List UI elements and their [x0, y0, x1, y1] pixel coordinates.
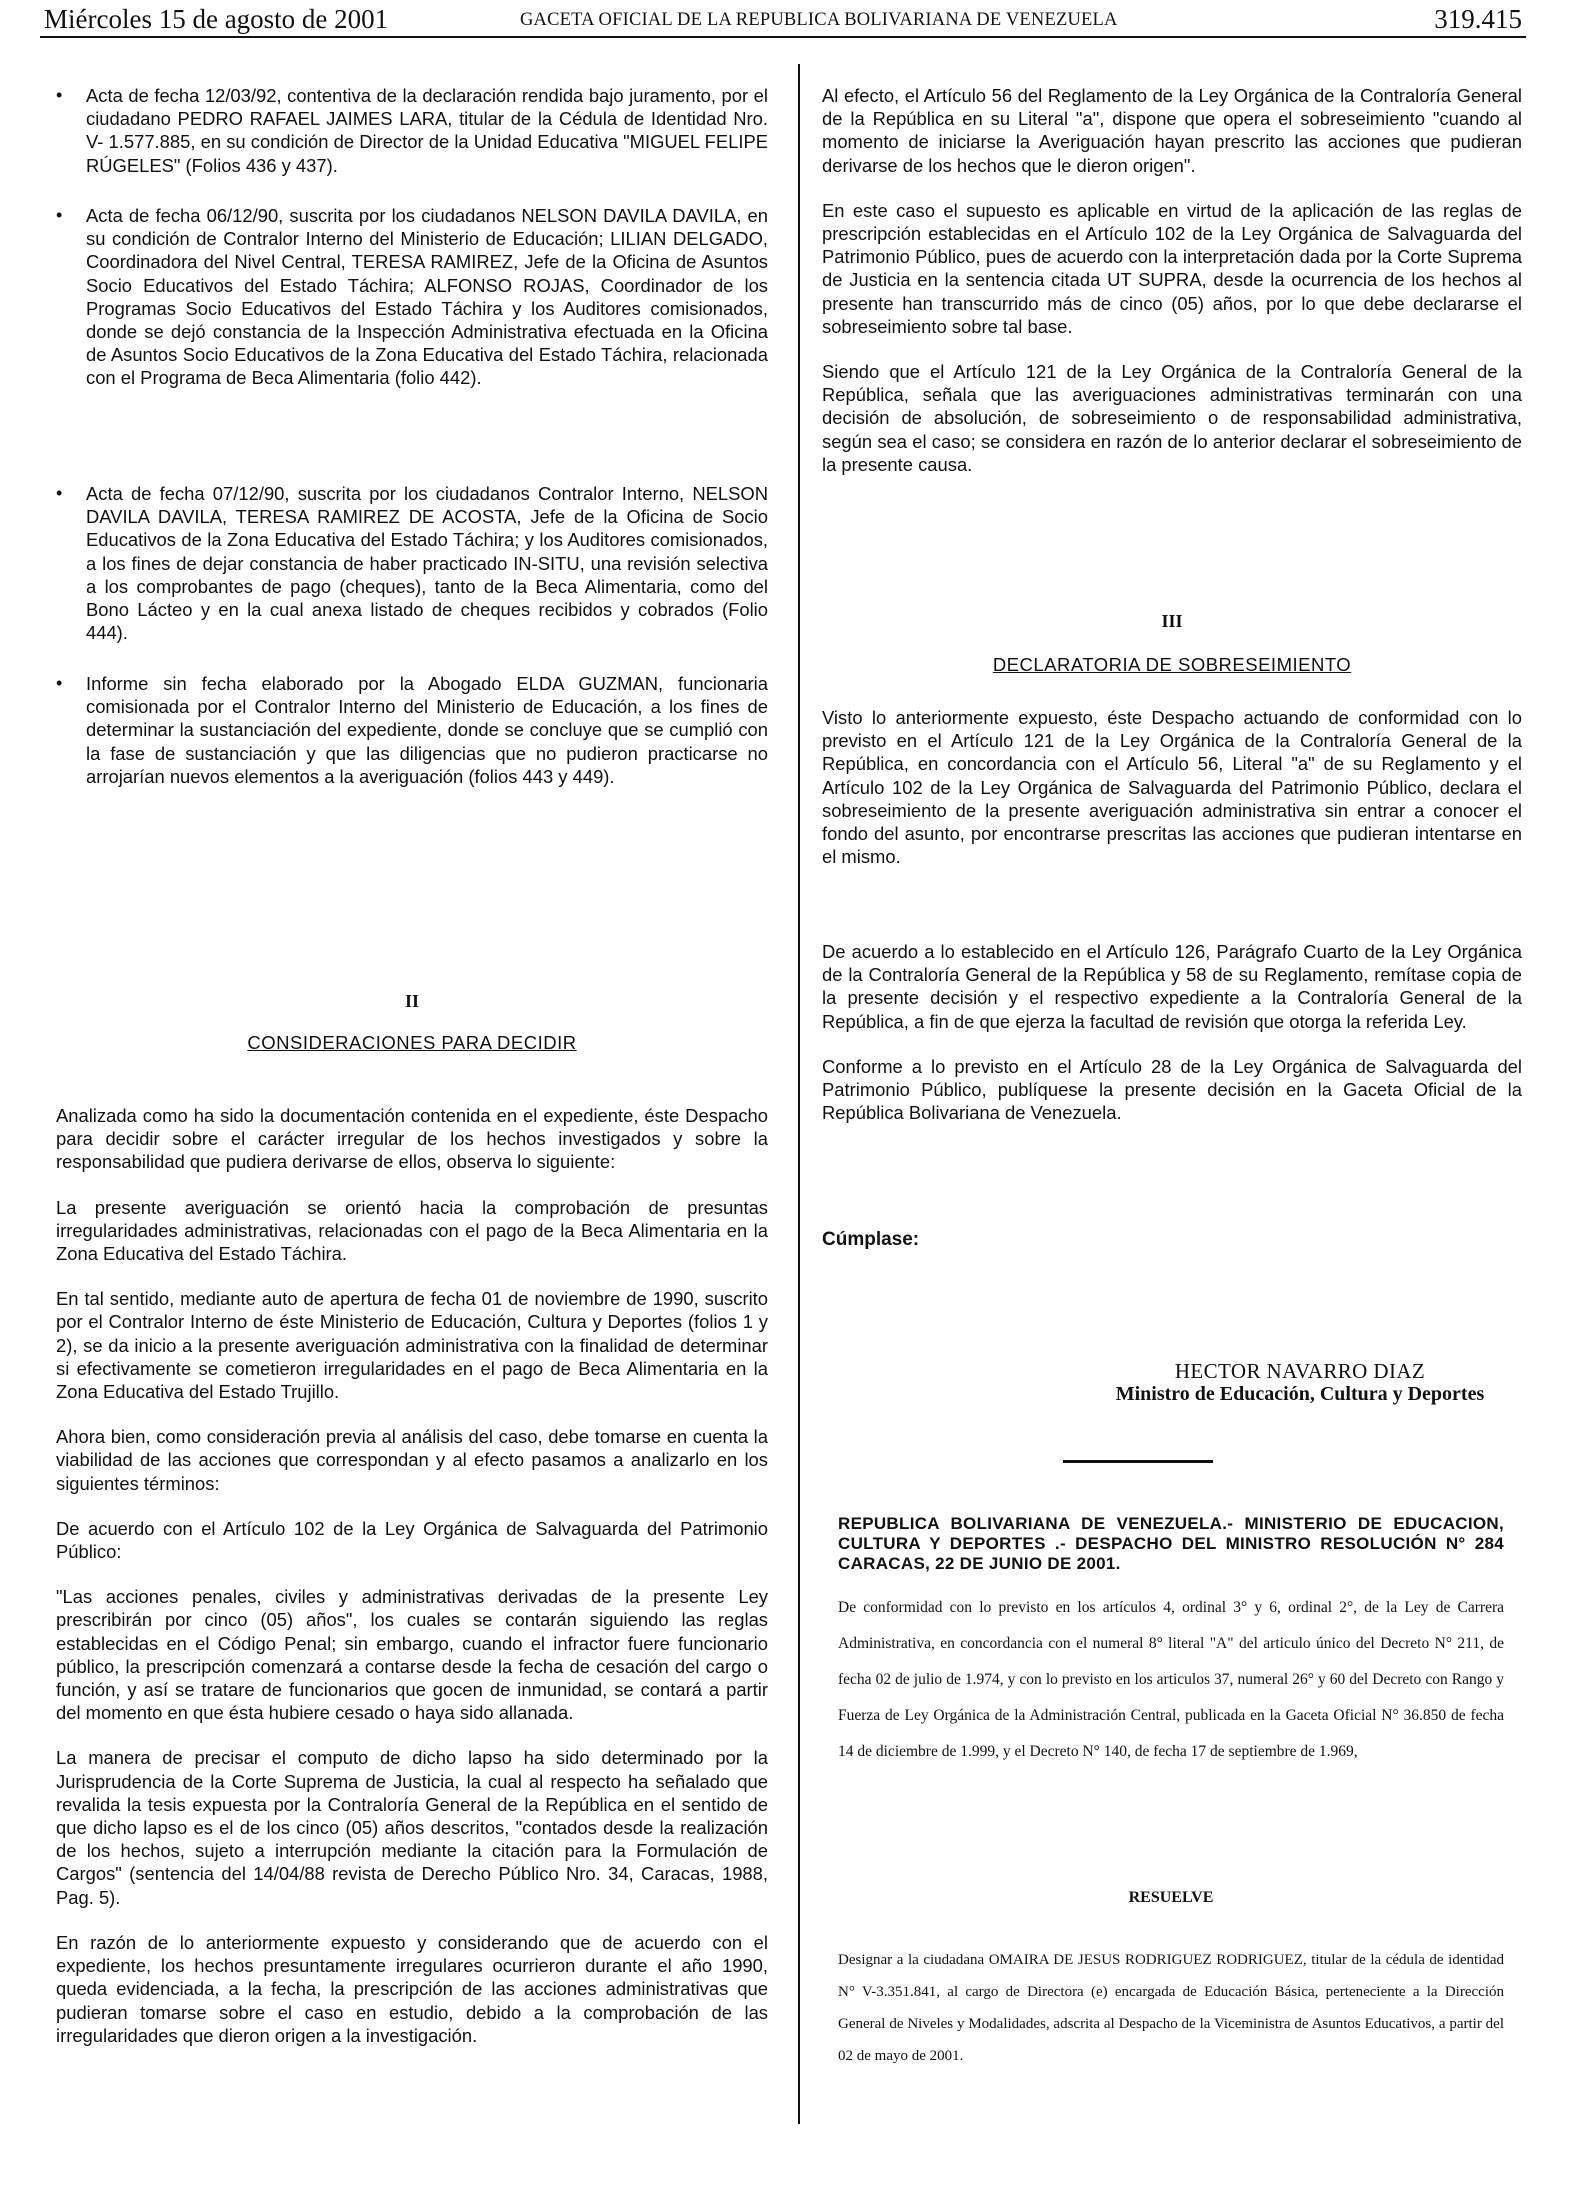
gazette-header	[40, 4, 1526, 38]
list-item	[56, 204, 768, 390]
paragraph: La presente averiguación se orientó hacia la comprobación de presuntas irregularidades administrativas, relacionadas con el pago de la Beca Alimentaria en la Zona Educativa del Estado Táchira.	[56, 1196, 768, 1265]
right-column-top	[822, 84, 1522, 476]
section-number: II	[404, 991, 419, 1011]
list-item	[56, 672, 768, 788]
gazette-title: GACETA OFICIAL DE LA REPUBLICA BOLIVARIANA DE VENEZUELA	[520, 10, 1118, 30]
paragraph: Ahora bien, como consideración previa al análisis del caso, debe tomarse en cuenta la viabilidad de las acciones que correspondan y al efecto pasamos a analizarlo en los siguientes términos:	[56, 1426, 768, 1494]
right-body	[822, 706, 1522, 868]
left-body	[56, 1104, 768, 2047]
page-number: 319.415	[1434, 4, 1522, 34]
bullet-text: Informe sin fecha elaborado por la Abogado ELDA GUZMAN, funcionaria comisionada por el Contralor Interno del Ministerio de Educación, a los fines de determinar la sustanciación del expediente, donde se concluye que se cumplió con la fase de sustanciación y que las diligencias que no pudieron practicarse no arrojarían nuevos elementos a la averiguación (folios 443 y 449).	[86, 673, 768, 787]
left-bullet-3-wrap	[56, 482, 768, 644]
section-title: DECLARATORIA DE SOBRESEIMIENTO	[992, 654, 1352, 676]
bullet-text: Acta de fecha 07/12/90, suscrita por los ciudadanos Contralor Interno, NELSON DAVILA DAVILA, TERESA RAMIREZ DE ACOSTA, Jefe de la Oficina de Socio Educativos de la Zona Educativa del Estado Táchira; y los Auditores comisionados, a los fines de dejar constancia de haber practicado IN-SITU, una revisión selectiva a los comprobantes de pago (cheques), tanto de la Beca Alimentaria, como del Bono Lácteo y en la cual anexa listado de cheques recibidos y cobrados (Folio 444).	[86, 483, 768, 644]
resolution-header	[838, 1514, 1504, 1574]
left-bullet-2-wrap	[56, 204, 768, 390]
bullet-text: Acta de fecha 06/12/90, suscrita por los ciudadanos NELSON DAVILA DAVILA, en su condición de Contralor Interno del Ministerio de Educación; LILIAN DELGADO, Coordinadora del Nivel Central, TERESA RAMIREZ, Jefe de la Oficina de Asuntos Socio Educativos del Estado Táchira; ALFONSO ROJAS, Coordinador de los Programas Socio Educativos del Estado Táchira y los Auditores comisionados, donde se dejó constancia de la Inspección Administrativa efectuada en la Oficina de Asuntos Socio Educativos de la Zona Educativa del Estado Táchira, relacionada con el Programa de Beca Alimentaria (folio 442).	[86, 205, 768, 389]
paragraph: En este caso el supuesto es aplicable en virtud de la aplicación de las reglas de prescripción establecidas en el Artículo 102 de la Ley Orgánica de Salvaguarda del Patrimonio Público, pues de acuerdo con la interpretación dada por la Corte Suprema de Justicia en la sentencia citada UT SUPRA, desde la ocurrencia de los hechos al presente han transcurrido más de cinco (05) años, por lo que debe declararse el sobreseimiento sobre tal base.	[822, 199, 1522, 337]
paragraph: Visto lo anteriormente expuesto, éste Despacho actuando de conformidad con lo previsto en el Artículo 121 de la Ley Orgánica de la Contraloría General de la República, en concordancia con el Artículo 56, Literal "a" de su Reglamento y el Artículo 102 de la Ley Orgánica de Salvaguarda del Patrimonio Público, declara el sobreseimiento de la presente averiguación administrativa sin entrar a conocer el fondo del asunto, por encontrarse prescritas las acciones que pudieran intentarse en el mismo.	[822, 707, 1522, 868]
paragraph: En tal sentido, mediante auto de apertura de fecha 01 de noviembre de 1990, suscrito por el Contralor Interno de éste Ministerio de Educación, Cultura y Deportes (folios 1 y 2), se da inicio a la presente averiguación administrativa con la finalidad de determinar si efectivamente se cometieron irregularidades en el pago de Beca Alimentaria en la Zona Educativa del Estado Trujillo.	[56, 1288, 768, 1403]
issue-date: Miércoles 15 de agosto de 2001	[44, 4, 389, 34]
paragraph: Al efecto, el Artículo 56 del Reglamento de la Ley Orgánica de la Contraloría General de la República en su Literal "a", dispone que opera el sobreseimiento "cuando al momento de iniciarse la Averiguación hayan prescrito las acciones que pudieran derivarse de los hechos que le dieron origen".	[822, 85, 1522, 176]
cumplase: Cúmplase:	[822, 1229, 920, 1250]
paragraph: En razón de lo anteriormente expuesto y considerando que de acuerdo con el expediente, los hechos presuntamente irregulares ocurrieron durante el año 1990, queda evidenciada, a la fecha, la prescripción de las acciones administrativas que pudieran tomarse sobre el caso en estudio, debido a la comprobación de las irregularidades que dieron origen a la investigación.	[56, 1931, 768, 2046]
signature-rule	[1063, 1460, 1213, 1463]
paragraph: De acuerdo con el Artículo 102 de la Ley Orgánica de Salvaguarda del Patrimonio Público:	[56, 1517, 768, 1563]
designation-block	[838, 1944, 1504, 2072]
decree-paragraph: De conformidad con lo previsto en los artículos 4, ordinal 3° y 6, ordinal 2°, de la Ley de Carrera Administrativa, en concordancia con el numeral 8° literal "A" del articulo único del Decreto N° 211, de fecha 02 de julio de 1.974, y con lo previsto en los articulos 37, numeral 26° y 60 del Decreto con Rango y Fuerza de Ley Orgánica de la Administración Central, publicada en la Gaceta Oficial N° 36.850 de fecha 14 de diciembre de 1.999, y el Decreto N° 140, de fecha 17 de septiembre de 1.969,	[838, 1599, 1504, 1760]
paragraph: La manera de precisar el computo de dicho lapso ha sido determinado por la Jurisprudencia de la Corte Suprema de Justicia, la cual al respecto ha señalado que revalida la tesis expuesta por la Contraloría General de la República en el sentido de que dicho lapso es el de los cinco (05) años descritos, "contados desde la realización de los hechos, sujeto a interrupción mediante la citación para la Formulación de Cargos" (sentencia del 14/04/88 revista de Derecho Público Nro. 34, Caracas, 1988, Pag. 5).	[56, 1747, 768, 1908]
resuelve-heading: RESUELVE	[1128, 1889, 1214, 1906]
section-iii-heading	[822, 610, 1522, 676]
bullet-text: Acta de fecha 12/03/92, contentiva de la declaración rendida bajo juramento, por el ciudadano PEDRO RAFAEL JAIMES LARA, titular de la Cédula de Identidad Nro. V- 1.577.885, en su condición de Director de la Unidad Educativa "MIGUEL FELIPE RÚGELES" (Folios 436 y 437).	[86, 85, 768, 176]
column-divider	[798, 64, 800, 2124]
list-item	[56, 84, 768, 177]
resuelve-block	[838, 1886, 1504, 1909]
left-bullet-4-wrap	[56, 672, 768, 788]
bullet-icon: •	[56, 205, 63, 225]
bullet-icon: •	[56, 673, 63, 693]
bullet-icon: •	[56, 85, 63, 105]
section-number: III	[1161, 611, 1183, 631]
signature-title: Ministro de Educación, Cultura y Deportes	[1115, 1383, 1485, 1406]
bullet-icon: •	[56, 483, 63, 503]
decree-block	[838, 1590, 1504, 1770]
resolution-heading: REPUBLICA BOLIVARIANA DE VENEZUELA.- MINISTERIO DE EDUCACION, CULTURA Y DEPORTES .- DESPACHO DEL MINISTRO RESOLUCIÓN N° 284 CARACAS, 22 DE JUNIO DE 2001.	[838, 1514, 1504, 1573]
right-body-2	[822, 940, 1522, 1124]
paragraph: De acuerdo a lo establecido en el Artículo 126, Parágrafo Cuarto de la Ley Orgánica de la Contraloría General de la República y 58 de su Reglamento, remítase copia de la presente decisión y el respectivo expediente a la Contraloría General de la República, a fin de que ejerza la facultad de revisión que otorga la referida Ley.	[822, 941, 1522, 1032]
section-ii-heading	[56, 990, 768, 1054]
signature-block	[1040, 1360, 1560, 1406]
left-column	[56, 84, 768, 177]
paragraph: Siendo que el Artículo 121 de la Ley Orgánica de la Contraloría General de la República, señala que las averiguaciones administrativas terminarán con una decisión de absolución, de sobreseimiento o de responsabilidad administrativa, según sea el caso; se considera en razón de lo anterior declarar el sobreseimiento de la presente causa.	[822, 361, 1522, 475]
paragraph: Analizada como ha sido la documentación contenida en el expediente, éste Despacho para decidir sobre el carácter irregular de los hechos investigados y sobre la responsabilidad que pudiera derivarse de ellos, observa lo siguiente:	[56, 1105, 768, 1173]
paragraph: "Las acciones penales, civiles y administrativas derivadas de la presente Ley prescribirán por cinco (05) años", los cuales se contarán siguiendo las reglas establecidas en el Código Penal; sin embargo, cuando el infractor fuere funcionario público, la prescripción comenzará a contarse desde la fecha de cesación del cargo o función, y así se tratare de funcionarios que gocen de inmunidad, se contará a partir del momento en que ésta hubiere cesado o haya sido allanada.	[56, 1586, 768, 1724]
section-title: CONSIDERACIONES PARA DECIDIR	[247, 1032, 577, 1054]
list-item	[56, 482, 768, 644]
signature-name: HECTOR NAVARRO DIAZ	[1174, 1359, 1426, 1383]
designation-paragraph: Designar a la ciudadana OMAIRA DE JESUS RODRIGUEZ RODRIGUEZ, titular de la cédula de identidad N° V-3.351.841, al cargo de Directora (e) encargada de Educación Básica, perteneciente a la Dirección General de Niveles y Modalidades, adscrita al Despacho de la Viceministra de Asuntos Educativos, a partir del 02 de mayo de 2001.	[838, 1952, 1504, 2064]
paragraph: Conforme a lo previsto en el Artículo 28 de la Ley Orgánica de Salvaguarda del Patrimonio Público, publíquese la presente decisión en la Gaceta Oficial de la República Bolivariana de Venezuela.	[822, 1055, 1522, 1124]
